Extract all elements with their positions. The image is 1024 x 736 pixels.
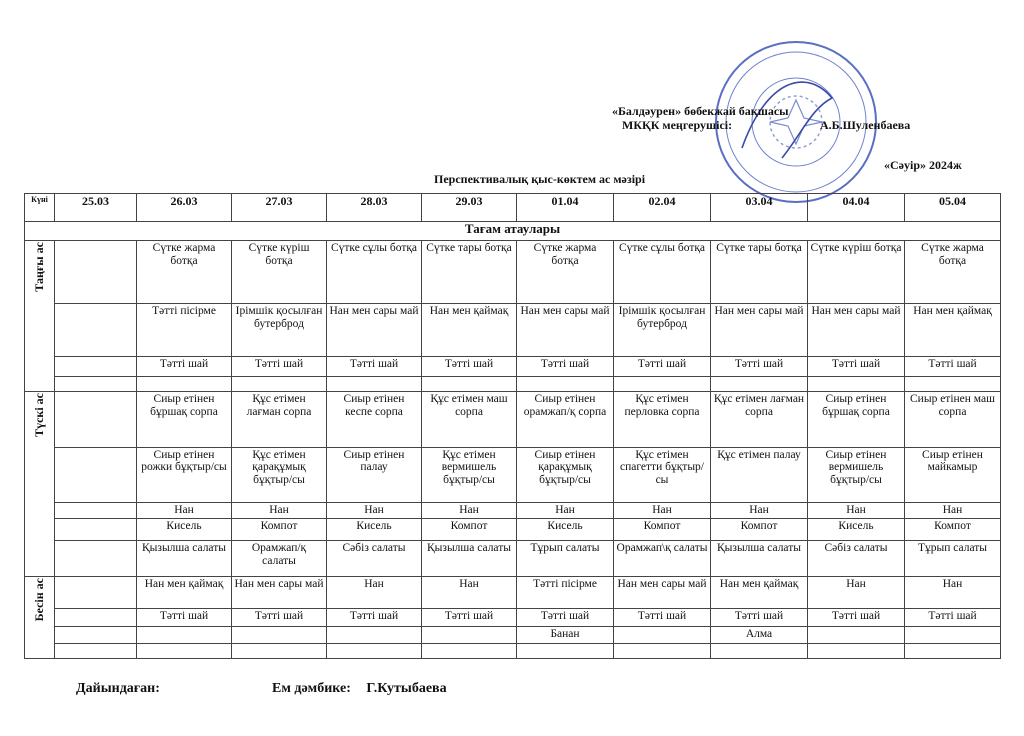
menu-cell: Сүтке сұлы ботқа <box>327 241 422 304</box>
approval-block <box>612 104 911 132</box>
menu-cell: Компот <box>422 519 517 541</box>
menu-row <box>25 577 1001 609</box>
menu-cell: Тұрып салаты <box>905 541 1001 577</box>
menu-cell: Тәтті шай <box>422 357 517 377</box>
section-row <box>25 222 1001 241</box>
menu-cell: Тәтті шай <box>808 609 905 627</box>
menu-cell: Құс етімен спагетти бұқтыр/сы <box>614 447 711 502</box>
menu-row <box>25 392 1001 448</box>
menu-cell: Тәтті шай <box>711 609 808 627</box>
menu-cell: Ірімшік қосылған бутерброд <box>232 304 327 357</box>
menu-cell <box>905 376 1001 391</box>
menu-cell: Тәтті шай <box>517 357 614 377</box>
menu-cell <box>55 577 137 609</box>
menu-cell: Нан <box>232 502 327 519</box>
menu-cell: Компот <box>614 519 711 541</box>
menu-cell: Құс етімен қарақұмық бұқтыр/сы <box>232 447 327 502</box>
menu-cell <box>711 643 808 658</box>
menu-cell: Тәтті шай <box>232 609 327 627</box>
menu-cell <box>55 376 137 391</box>
menu-row <box>25 376 1001 391</box>
menu-cell <box>327 376 422 391</box>
date-header: 05.04 <box>905 194 1001 222</box>
menu-cell: Сүтке тары ботқа <box>711 241 808 304</box>
menu-cell: Ірімшік қосылған бутерброд <box>614 304 711 357</box>
menu-cell: Нан <box>422 577 517 609</box>
menu-cell: Сиыр етінен майкамыр <box>905 447 1001 502</box>
menu-cell <box>137 643 232 658</box>
menu-row <box>25 519 1001 541</box>
menu-cell: Сиыр етінен бұршақ сорпа <box>808 392 905 448</box>
menu-cell: Сүтке жарма ботқа <box>137 241 232 304</box>
menu-row <box>25 609 1001 627</box>
menu-cell: Компот <box>232 519 327 541</box>
menu-cell: Компот <box>711 519 808 541</box>
menu-cell: Нан <box>905 577 1001 609</box>
menu-cell: Тәтті шай <box>614 357 711 377</box>
menu-cell: Кисель <box>137 519 232 541</box>
menu-cell: Сүтке жарма ботқа <box>905 241 1001 304</box>
menu-row <box>25 357 1001 377</box>
menu-row <box>25 626 1001 643</box>
date-header: 01.04 <box>517 194 614 222</box>
menu-cell: Нан <box>137 502 232 519</box>
menu-cell <box>614 376 711 391</box>
date-header: 28.03 <box>327 194 422 222</box>
menu-cell: Нан <box>808 502 905 519</box>
meal-name: Бесін ас <box>32 578 47 622</box>
menu-cell <box>808 643 905 658</box>
menu-cell: Қызылша салаты <box>137 541 232 577</box>
meal-label-cell <box>25 241 55 392</box>
date-header: 26.03 <box>137 194 232 222</box>
menu-row <box>25 447 1001 502</box>
menu-cell: Кисель <box>327 519 422 541</box>
section-title: Тағам атаулары <box>25 222 1001 241</box>
menu-cell <box>905 626 1001 643</box>
menu-cell <box>55 304 137 357</box>
menu-row <box>25 643 1001 658</box>
menu-cell: Нан мен сары май <box>711 304 808 357</box>
menu-cell <box>517 643 614 658</box>
menu-cell: Құс етімен палау <box>711 447 808 502</box>
menu-cell: Сиыр етінен қарақұмық бұқтыр/сы <box>517 447 614 502</box>
menu-cell: Тәтті шай <box>711 357 808 377</box>
menu-cell: Банан <box>517 626 614 643</box>
menu-cell: Тәтті шай <box>327 357 422 377</box>
menu-cell <box>55 502 137 519</box>
menu-row <box>25 304 1001 357</box>
menu-cell: Сүтке күріш ботқа <box>232 241 327 304</box>
menu-cell <box>422 643 517 658</box>
menu-cell: Нан мен қаймақ <box>905 304 1001 357</box>
menu-cell <box>55 643 137 658</box>
menu-cell: Нан <box>711 502 808 519</box>
date-header: 03.04 <box>711 194 808 222</box>
menu-cell: Нан <box>327 577 422 609</box>
menu-cell <box>905 643 1001 658</box>
menu-cell <box>232 626 327 643</box>
meal-name: Түскі ас <box>32 393 47 437</box>
menu-cell: Тәтті шай <box>327 609 422 627</box>
menu-cell <box>55 241 137 304</box>
footer <box>76 681 447 697</box>
page-title: Перспективалық қыс-көктем ас мәзірі <box>434 172 646 186</box>
meal-label-cell <box>25 577 55 659</box>
menu-cell <box>55 447 137 502</box>
menu-cell: Тұрып салаты <box>517 541 614 577</box>
approval-position: МКҚК меңгерушісі: <box>622 118 733 132</box>
menu-cell: Құс етімен перловка сорпа <box>614 392 711 448</box>
date-header: 02.04 <box>614 194 711 222</box>
menu-cell: Компот <box>905 519 1001 541</box>
menu-cell <box>327 626 422 643</box>
menu-cell <box>55 609 137 627</box>
menu-cell <box>55 392 137 448</box>
menu-cell: Тәтті шай <box>517 609 614 627</box>
date-header: 04.04 <box>808 194 905 222</box>
menu-cell: Нан мен қаймақ <box>137 577 232 609</box>
menu-cell <box>55 626 137 643</box>
meal-name: Таңғы ас <box>32 242 47 292</box>
date-header: 29.03 <box>422 194 517 222</box>
menu-cell <box>232 376 327 391</box>
menu-cell: Сиыр етінен маш сорпа <box>905 392 1001 448</box>
menu-cell <box>55 541 137 577</box>
menu-cell <box>517 376 614 391</box>
day-label: Күні <box>25 194 55 222</box>
menu-cell: Тәтті шай <box>232 357 327 377</box>
menu-cell: Сиыр етінен кеспе сорпа <box>327 392 422 448</box>
nurse-name: Г.Кутыбаева <box>366 681 447 696</box>
menu-cell: Кисель <box>517 519 614 541</box>
menu-cell: Орамжап/қ салаты <box>232 541 327 577</box>
menu-cell <box>55 519 137 541</box>
menu-cell: Нан <box>422 502 517 519</box>
menu-cell: Тәтті пісірме <box>137 304 232 357</box>
menu-cell: Тәтті пісірме <box>517 577 614 609</box>
menu-cell: Сиыр етінен бұршақ сорпа <box>137 392 232 448</box>
menu-cell: Нан <box>614 502 711 519</box>
menu-cell: Нан мен сары май <box>614 577 711 609</box>
menu-cell: Орамжап\қ салаты <box>614 541 711 577</box>
nurse-label: Ем дәмбике: <box>272 681 351 696</box>
menu-cell: Нан мен сары май <box>808 304 905 357</box>
approval-org: «Балдәурен» бөбекжай бақшасы <box>612 104 789 118</box>
menu-cell: Сүтке жарма ботқа <box>517 241 614 304</box>
nurse-signature <box>272 681 447 697</box>
menu-cell <box>137 376 232 391</box>
menu-cell: Сүтке күріш ботқа <box>808 241 905 304</box>
menu-cell: Сиыр етінен палау <box>327 447 422 502</box>
menu-cell: Сиыр етінен вермишель бұқтыр/сы <box>808 447 905 502</box>
menu-cell <box>808 376 905 391</box>
menu-cell: Нан <box>327 502 422 519</box>
menu-cell <box>327 643 422 658</box>
menu-cell <box>711 376 808 391</box>
menu-cell: Нан мен қаймақ <box>422 304 517 357</box>
menu-cell <box>55 357 137 377</box>
menu-cell: Құс етімен вермишель бұқтыр/сы <box>422 447 517 502</box>
menu-cell <box>614 626 711 643</box>
menu-cell: Нан мен сары май <box>327 304 422 357</box>
date-header: 25.03 <box>55 194 137 222</box>
menu-cell: Тәтті шай <box>422 609 517 627</box>
menu-table <box>24 193 1001 659</box>
menu-cell <box>422 376 517 391</box>
meal-label-cell <box>25 392 55 577</box>
menu-cell: Құс етімен маш сорпа <box>422 392 517 448</box>
menu-cell: Алма <box>711 626 808 643</box>
menu-cell: Тәтті шай <box>808 357 905 377</box>
menu-cell: Қызылша салаты <box>422 541 517 577</box>
menu-cell: Сәбіз салаты <box>327 541 422 577</box>
menu-cell: Нан мен қаймақ <box>711 577 808 609</box>
approval-name: А.Б.Шуленбаева <box>820 118 911 132</box>
menu-date: «Сәуір» 2024ж <box>884 158 962 172</box>
menu-cell <box>232 643 327 658</box>
menu-row <box>25 541 1001 577</box>
menu-cell: Тәтті шай <box>137 609 232 627</box>
menu-cell: Тәтті шай <box>614 609 711 627</box>
menu-cell: Тәтті шай <box>137 357 232 377</box>
menu-cell: Қызылша салаты <box>711 541 808 577</box>
menu-cell: Сүтке тары ботқа <box>422 241 517 304</box>
menu-cell: Сиыр етінен орамжап/қ сорпа <box>517 392 614 448</box>
menu-row <box>25 241 1001 304</box>
menu-row <box>25 502 1001 519</box>
menu-cell <box>137 626 232 643</box>
menu-cell <box>614 643 711 658</box>
prepared-label: Дайындаған: <box>76 681 160 696</box>
menu-cell: Тәтті шай <box>905 609 1001 627</box>
menu-cell <box>422 626 517 643</box>
menu-cell <box>808 626 905 643</box>
menu-cell: Нан <box>517 502 614 519</box>
menu-cell: Құс етімен лағман сорпа <box>711 392 808 448</box>
menu-cell: Сүтке сұлы ботқа <box>614 241 711 304</box>
date-header: 27.03 <box>232 194 327 222</box>
menu-cell: Кисель <box>808 519 905 541</box>
menu-cell: Тәтті шай <box>905 357 1001 377</box>
menu-cell: Нан мен сары май <box>232 577 327 609</box>
menu-cell: Нан <box>808 577 905 609</box>
menu-cell: Сиыр етінен рожки бұқтыр/сы <box>137 447 232 502</box>
menu-cell: Сәбіз салаты <box>808 541 905 577</box>
menu-cell: Нан мен сары май <box>517 304 614 357</box>
menu-cell: Нан <box>905 502 1001 519</box>
date-header-row <box>25 194 1001 222</box>
menu-cell: Құс етімен лағман сорпа <box>232 392 327 448</box>
